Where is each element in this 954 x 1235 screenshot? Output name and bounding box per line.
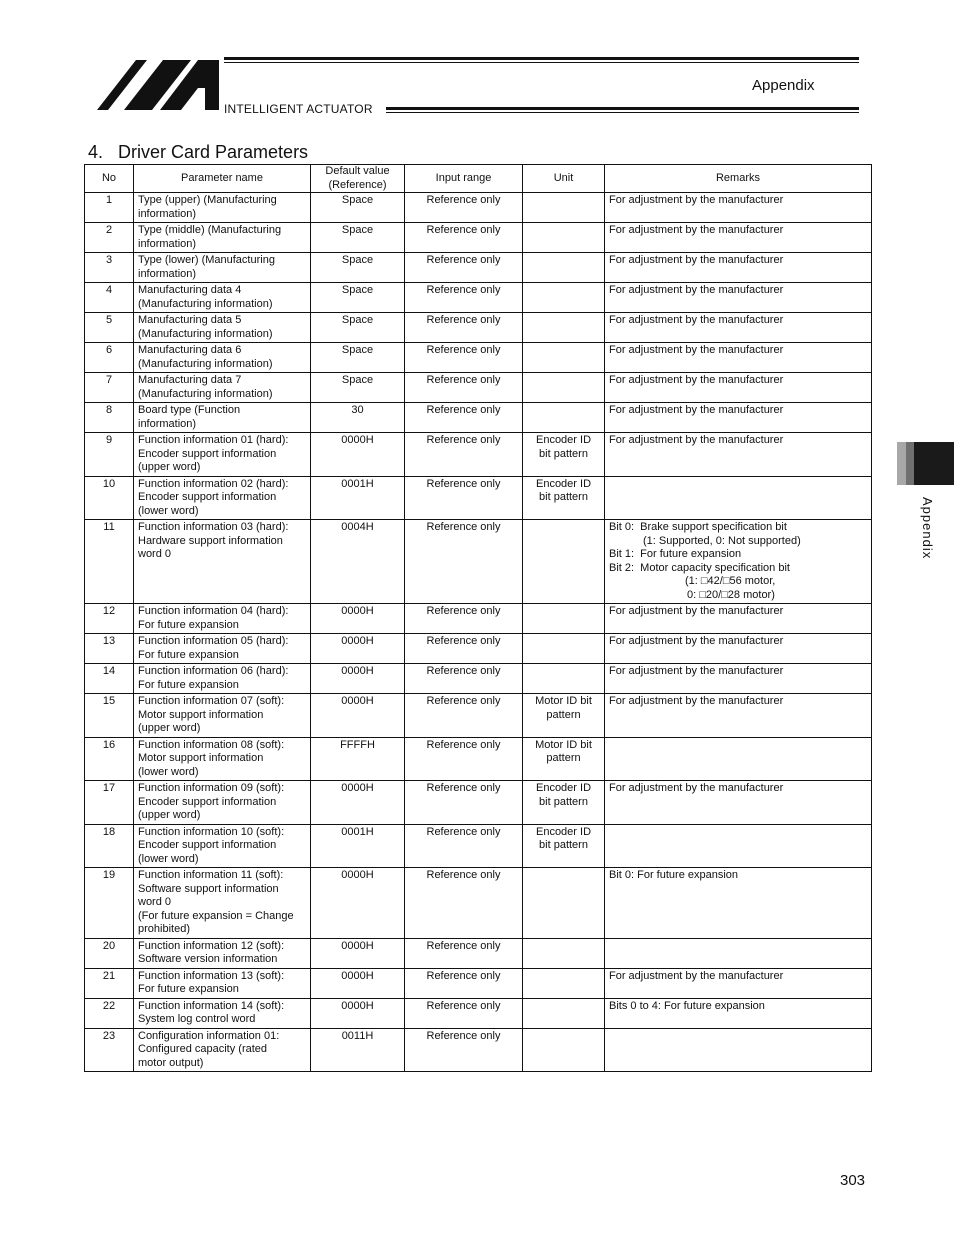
- parameter-name-line: Software support information: [138, 882, 279, 895]
- remarks-line: (1: □42/□56 motor,: [685, 575, 776, 587]
- cell-parameter-name: [134, 694, 311, 738]
- table-row: [85, 824, 872, 868]
- remarks-line: For adjustment by the manufacturer: [609, 344, 784, 356]
- cell-unit: [523, 1028, 605, 1072]
- cell-parameter-name: [134, 634, 311, 664]
- cell-no: 3: [85, 253, 134, 283]
- cell-remarks: [605, 694, 872, 738]
- parameter-name-line: Function information 11 (soft):: [138, 869, 284, 881]
- cell-unit: [523, 781, 605, 825]
- cell-input-range: Reference only: [405, 373, 523, 403]
- cell-input-range: Reference only: [405, 664, 523, 694]
- cell-default-value: 30: [311, 403, 405, 433]
- cell-unit: [523, 193, 605, 223]
- parameter-name-line: information): [138, 237, 197, 250]
- cell-no: 13: [85, 634, 134, 664]
- parameter-name-line: (upper word): [138, 461, 201, 473]
- cell-input-range: Reference only: [405, 824, 523, 868]
- table-row: [85, 433, 872, 477]
- parameter-name-line: motor output): [138, 1056, 204, 1069]
- parameter-name-line: Function information 10 (soft):: [138, 825, 285, 838]
- cell-remarks: [605, 313, 872, 343]
- parameter-name-line: Configured capacity (rated: [138, 1043, 268, 1055]
- parameter-name-line: Function information 03 (hard):: [138, 521, 289, 533]
- cell-unit: [523, 476, 605, 520]
- header-unit: Unit: [523, 165, 605, 193]
- table-row: [85, 193, 872, 223]
- cell-default-value: Space: [311, 193, 405, 223]
- parameter-name-line: Software version information: [138, 953, 278, 965]
- cell-parameter-name: [134, 520, 311, 604]
- cell-unit: [523, 433, 605, 477]
- cell-input-range: Reference only: [405, 433, 523, 477]
- cell-no: 2: [85, 223, 134, 253]
- table-row: [85, 694, 872, 738]
- cell-input-range: Reference only: [405, 1028, 523, 1072]
- cell-parameter-name: [134, 604, 311, 634]
- table-row: [85, 634, 872, 664]
- cell-parameter-name: [134, 223, 311, 253]
- cell-parameter-name: [134, 781, 311, 825]
- cell-default-value: 0000H: [311, 868, 405, 939]
- parameter-name-line: System log control word: [138, 1013, 256, 1025]
- cell-input-range: Reference only: [405, 968, 523, 998]
- cell-input-range: Reference only: [405, 520, 523, 604]
- cell-remarks: [605, 824, 872, 868]
- page-title: 4. Driver Card Parameters: [88, 142, 309, 162]
- side-tab-block: [914, 442, 954, 485]
- remarks-line: Bit 0: Brake support specification bit: [609, 521, 787, 533]
- parameter-name-line: Encoder support information: [138, 491, 277, 503]
- cell-input-range: Reference only: [405, 781, 523, 825]
- parameter-name-line: Manufacturing data 5: [138, 314, 242, 326]
- cell-unit: [523, 634, 605, 664]
- cell-unit: [523, 373, 605, 403]
- cell-no: 17: [85, 781, 134, 825]
- cell-default-value: Space: [311, 253, 405, 283]
- cell-default-value: Space: [311, 313, 405, 343]
- table-row: [85, 737, 872, 781]
- iai-logo-icon: [97, 60, 219, 110]
- parameter-name-line: (lower word): [138, 852, 199, 865]
- cell-default-value: 0000H: [311, 694, 405, 738]
- parameter-name-line: Function information 06 (hard):: [138, 665, 289, 677]
- parameter-name-line: information): [138, 267, 197, 280]
- cell-parameter-name: [134, 1028, 311, 1072]
- cell-remarks: [605, 253, 872, 283]
- cell-no: 6: [85, 343, 134, 373]
- parameter-name-line: Encoder support information: [138, 447, 277, 460]
- cell-default-value: 0000H: [311, 781, 405, 825]
- remarks-line: 0: □20/□28 motor): [687, 588, 775, 601]
- cell-no: 21: [85, 968, 134, 998]
- cell-unit: [523, 968, 605, 998]
- unit-line: bit pattern: [539, 839, 588, 851]
- parameter-name-line: Board type (Function: [138, 404, 241, 416]
- cell-remarks: [605, 283, 872, 313]
- parameter-name-line: Function information 09 (soft):: [138, 782, 285, 794]
- cell-unit: [523, 283, 605, 313]
- table-row: [85, 343, 872, 373]
- cell-parameter-name: [134, 824, 311, 868]
- cell-remarks: [605, 433, 872, 477]
- table-row: [85, 520, 872, 604]
- parameter-name-line: Manufacturing data 7: [138, 374, 242, 386]
- cell-unit: [523, 824, 605, 868]
- cell-default-value: 0000H: [311, 433, 405, 477]
- unit-line: Motor ID bit: [535, 738, 592, 751]
- table-row: [85, 781, 872, 825]
- remarks-line: For adjustment by the manufacturer: [609, 635, 784, 647]
- cell-parameter-name: [134, 737, 311, 781]
- cell-unit: [523, 694, 605, 738]
- cell-no: 1: [85, 193, 134, 223]
- cell-no: 7: [85, 373, 134, 403]
- parameter-name-line: Function information 05 (hard):: [138, 635, 289, 647]
- cell-unit: [523, 604, 605, 634]
- parameter-name-line: (lower word): [138, 504, 199, 517]
- cell-input-range: Reference only: [405, 283, 523, 313]
- cell-no: 16: [85, 737, 134, 781]
- cell-input-range: Reference only: [405, 694, 523, 738]
- cell-remarks: [605, 223, 872, 253]
- remarks-line: Bit 1: For future expansion: [609, 548, 742, 560]
- remarks-line: Bit 2: Motor capacity specification bit: [609, 561, 790, 574]
- parameter-name-line: (upper word): [138, 809, 201, 821]
- header-remarks: Remarks: [605, 165, 872, 193]
- cell-default-value: 0011H: [311, 1028, 405, 1072]
- parameter-name-line: (Manufacturing information): [138, 357, 273, 370]
- remarks-line: For adjustment by the manufacturer: [609, 695, 784, 707]
- remarks-line: Bit 0: For future expansion: [609, 869, 739, 881]
- parameter-name-line: Hardware support information: [138, 534, 283, 547]
- cell-no: 5: [85, 313, 134, 343]
- cell-remarks: [605, 604, 872, 634]
- parameter-name-line: For future expansion: [138, 618, 239, 631]
- remarks-line: For adjustment by the manufacturer: [609, 605, 784, 617]
- cell-default-value: Space: [311, 373, 405, 403]
- header-rule: [386, 112, 859, 113]
- cell-no: 15: [85, 694, 134, 738]
- remarks-line: For adjustment by the manufacturer: [609, 194, 784, 206]
- parameter-name-line: Manufacturing data 6: [138, 344, 242, 356]
- header-input-range: Input range: [405, 165, 523, 193]
- parameter-name-line: Type (middle) (Manufacturing: [138, 224, 282, 236]
- header-parameter-name: Parameter name: [134, 165, 311, 193]
- table-row: [85, 968, 872, 998]
- cell-remarks: [605, 373, 872, 403]
- remarks-line: For adjustment by the manufacturer: [609, 665, 784, 677]
- cell-no: 14: [85, 664, 134, 694]
- parameter-name-line: (For future expansion = Change: [138, 909, 294, 922]
- cell-unit: [523, 737, 605, 781]
- parameter-name-line: Encoder support information: [138, 839, 277, 851]
- cell-unit: [523, 998, 605, 1028]
- cell-parameter-name: [134, 253, 311, 283]
- page-number: 303: [840, 1172, 866, 1189]
- unit-line: bit pattern: [539, 795, 588, 808]
- cell-input-range: Reference only: [405, 737, 523, 781]
- parameter-name-line: Encoder support information: [138, 795, 277, 808]
- parameter-name-line: Type (upper) (Manufacturing: [138, 194, 277, 206]
- header-rule: [386, 107, 859, 110]
- unit-line: Encoder ID: [535, 782, 592, 794]
- remarks-line: Bits 0 to 4: For future expansion: [609, 999, 765, 1012]
- cell-default-value: Space: [311, 283, 405, 313]
- parameter-name-line: word 0: [138, 896, 172, 908]
- side-tab-stripe: [906, 442, 914, 485]
- cell-input-range: Reference only: [405, 193, 523, 223]
- parameter-name-line: Function information 01 (hard):: [138, 434, 289, 446]
- parameter-name-line: Function information 04 (hard):: [138, 605, 289, 617]
- cell-parameter-name: [134, 476, 311, 520]
- cell-default-value: 0004H: [311, 520, 405, 604]
- parameter-name-line: (upper word): [138, 722, 201, 734]
- parameter-name-line: Manufacturing data 4: [138, 284, 242, 296]
- cell-parameter-name: [134, 403, 311, 433]
- cell-no: 22: [85, 998, 134, 1028]
- remarks-line: For adjustment by the manufacturer: [609, 374, 784, 386]
- remarks-line: For adjustment by the manufacturer: [609, 314, 784, 326]
- cell-input-range: Reference only: [405, 634, 523, 664]
- parameter-name-line: Function information 07 (soft):: [138, 695, 285, 707]
- parameter-name-line: (Manufacturing information): [138, 327, 273, 340]
- cell-unit: [523, 520, 605, 604]
- parameter-name-line: word 0: [138, 548, 172, 560]
- side-tab: [897, 442, 954, 485]
- parameter-name-line: For future expansion: [138, 983, 239, 995]
- parameter-name-line: Type (lower) (Manufacturing: [138, 254, 275, 266]
- table-header-row: [85, 165, 872, 193]
- parameter-name-line: Function information 12 (soft):: [138, 939, 285, 952]
- parameter-name-line: Motor support information: [138, 752, 264, 764]
- remarks-line: For adjustment by the manufacturer: [609, 224, 784, 236]
- cell-no: 11: [85, 520, 134, 604]
- cell-parameter-name: [134, 968, 311, 998]
- cell-remarks: [605, 343, 872, 373]
- cell-input-range: Reference only: [405, 998, 523, 1028]
- cell-default-value: 0000H: [311, 634, 405, 664]
- unit-line: Encoder ID: [535, 477, 592, 490]
- remarks-line: For adjustment by the manufacturer: [609, 434, 784, 446]
- cell-default-value: 0000H: [311, 938, 405, 968]
- header-rule: [224, 62, 859, 63]
- cell-parameter-name: [134, 868, 311, 939]
- cell-input-range: Reference only: [405, 403, 523, 433]
- cell-default-value: 0001H: [311, 476, 405, 520]
- parameter-name-line: (Manufacturing information): [138, 387, 273, 400]
- cell-no: 18: [85, 824, 134, 868]
- remarks-line: For adjustment by the manufacturer: [609, 782, 784, 794]
- header-rule: [224, 57, 859, 60]
- parameter-name-line: information): [138, 207, 197, 220]
- cell-no: 19: [85, 868, 134, 939]
- cell-unit: [523, 664, 605, 694]
- cell-remarks: [605, 968, 872, 998]
- cell-remarks: [605, 1028, 872, 1072]
- table-row: [85, 998, 872, 1028]
- cell-remarks: [605, 868, 872, 939]
- cell-remarks: [605, 476, 872, 520]
- parameter-name-line: Function information 02 (hard):: [138, 477, 289, 490]
- cell-no: 4: [85, 283, 134, 313]
- unit-line: pattern: [546, 752, 581, 764]
- cell-unit: [523, 403, 605, 433]
- unit-line: pattern: [546, 708, 581, 721]
- side-tab-stripe: [897, 442, 906, 485]
- table-row: [85, 253, 872, 283]
- cell-parameter-name: [134, 343, 311, 373]
- table-row: [85, 403, 872, 433]
- unit-line: Encoder ID: [535, 825, 592, 838]
- parameter-name-line: For future expansion: [138, 648, 239, 661]
- cell-remarks: [605, 737, 872, 781]
- parameter-name-line: information): [138, 417, 197, 430]
- cell-input-range: Reference only: [405, 253, 523, 283]
- cell-remarks: [605, 938, 872, 968]
- table-row: [85, 283, 872, 313]
- cell-no: 20: [85, 938, 134, 968]
- parameter-name-line: (Manufacturing information): [138, 297, 273, 310]
- table-row: [85, 223, 872, 253]
- cell-unit: [523, 223, 605, 253]
- parameter-name-line: Motor support information: [138, 708, 264, 721]
- table-row: [85, 313, 872, 343]
- cell-no: 23: [85, 1028, 134, 1072]
- cell-unit: [523, 938, 605, 968]
- section-label: Appendix: [752, 77, 815, 94]
- table-row: [85, 1028, 872, 1072]
- header-no: No: [85, 165, 134, 193]
- cell-parameter-name: [134, 664, 311, 694]
- cell-default-value: 0000H: [311, 604, 405, 634]
- cell-remarks: [605, 403, 872, 433]
- parameter-name-line: Configuration information 01:: [138, 1029, 280, 1042]
- cell-no: 9: [85, 433, 134, 477]
- cell-unit: [523, 313, 605, 343]
- cell-no: 10: [85, 476, 134, 520]
- cell-parameter-name: [134, 373, 311, 403]
- cell-unit: [523, 343, 605, 373]
- cell-parameter-name: [134, 938, 311, 968]
- remarks-line: For adjustment by the manufacturer: [609, 284, 784, 296]
- parameter-name-line: (lower word): [138, 765, 199, 778]
- cell-unit: [523, 253, 605, 283]
- header-default-line: Default value: [325, 165, 390, 177]
- cell-default-value: 0000H: [311, 998, 405, 1028]
- cell-default-value: 0000H: [311, 968, 405, 998]
- cell-parameter-name: [134, 193, 311, 223]
- cell-input-range: Reference only: [405, 223, 523, 253]
- cell-unit: [523, 868, 605, 939]
- table-row: [85, 938, 872, 968]
- cell-input-range: Reference only: [405, 938, 523, 968]
- table-row: [85, 664, 872, 694]
- header-default-value: [311, 165, 405, 193]
- remarks-line: (1: Supported, 0: Not supported): [643, 534, 801, 547]
- parameter-name-line: Function information 14 (soft):: [138, 999, 285, 1012]
- cell-default-value: 0001H: [311, 824, 405, 868]
- table-row: [85, 476, 872, 520]
- cell-remarks: [605, 520, 872, 604]
- cell-parameter-name: [134, 313, 311, 343]
- remarks-line: For adjustment by the manufacturer: [609, 404, 784, 416]
- cell-no: 8: [85, 403, 134, 433]
- parameter-table: [84, 164, 872, 1072]
- cell-parameter-name: [134, 283, 311, 313]
- unit-line: bit pattern: [539, 447, 588, 460]
- cell-remarks: [605, 781, 872, 825]
- cell-parameter-name: [134, 998, 311, 1028]
- cell-remarks: [605, 193, 872, 223]
- table-body: [85, 193, 872, 1072]
- cell-input-range: Reference only: [405, 868, 523, 939]
- table-row: [85, 868, 872, 939]
- table-row: [85, 604, 872, 634]
- cell-input-range: Reference only: [405, 476, 523, 520]
- cell-parameter-name: [134, 433, 311, 477]
- cell-default-value: FFFFH: [311, 737, 405, 781]
- unit-line: Motor ID bit: [535, 695, 592, 707]
- cell-default-value: Space: [311, 343, 405, 373]
- header-default-line: (Reference): [328, 178, 387, 191]
- cell-default-value: 0000H: [311, 664, 405, 694]
- cell-input-range: Reference only: [405, 343, 523, 373]
- cell-remarks: [605, 998, 872, 1028]
- parameter-name-line: Function information 08 (soft):: [138, 738, 285, 751]
- parameter-name-line: For future expansion: [138, 678, 239, 691]
- table-row: [85, 373, 872, 403]
- remarks-line: For adjustment by the manufacturer: [609, 969, 784, 982]
- cell-input-range: Reference only: [405, 313, 523, 343]
- parameter-name-line: prohibited): [138, 923, 190, 935]
- side-tab-label: Appendix: [920, 497, 935, 560]
- cell-remarks: [605, 634, 872, 664]
- cell-no: 12: [85, 604, 134, 634]
- unit-line: bit pattern: [539, 491, 588, 503]
- company-name: INTELLIGENT ACTUATOR: [224, 102, 373, 116]
- cell-default-value: Space: [311, 223, 405, 253]
- cell-remarks: [605, 664, 872, 694]
- remarks-line: For adjustment by the manufacturer: [609, 254, 784, 266]
- unit-line: Encoder ID: [535, 434, 592, 446]
- cell-input-range: Reference only: [405, 604, 523, 634]
- parameter-name-line: Function information 13 (soft):: [138, 969, 285, 982]
